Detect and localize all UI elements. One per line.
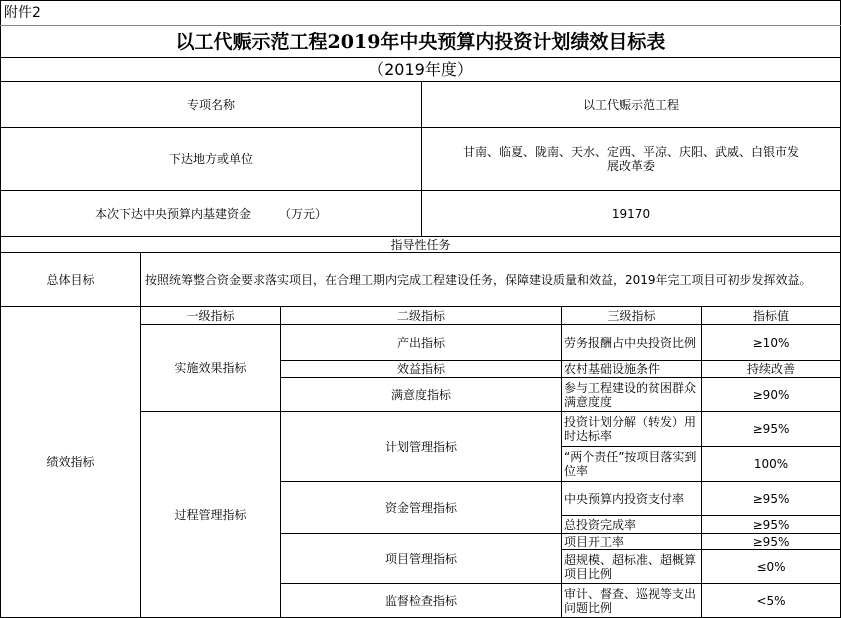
- value-labor-ratio: ≥10%: [752, 335, 790, 350]
- funding-label-cell: [1, 191, 421, 236]
- level3-plan-timeliness: 投资计划分解（转发）用时达标率: [564, 415, 697, 443]
- value-start-rate: ≥95%: [752, 534, 790, 549]
- value-infrastructure: 持续改善: [746, 362, 795, 376]
- value-plan-timeliness: ≥95%: [752, 422, 790, 436]
- level2-planning: 计划管理指标: [384, 439, 457, 454]
- year-subtitle: （2019年度）: [368, 59, 473, 79]
- recipient-label: 下达地方或单位: [168, 152, 253, 166]
- level1-process: 过程管理指标: [174, 507, 247, 522]
- funding-unit: （万元）: [279, 206, 328, 221]
- value-payment-rate: ≥95%: [752, 491, 790, 506]
- attachment-label: 附件2: [4, 5, 41, 21]
- overall-target-label: 总体目标: [46, 272, 95, 287]
- header-value: 指标值: [752, 308, 789, 323]
- level2-benefit: 效益指标: [396, 362, 445, 376]
- project-name-label: 专项名称: [186, 97, 235, 112]
- value-two-responsibilities: 100%: [753, 457, 789, 471]
- level3-completion-rate: 总投资完成率: [564, 517, 637, 532]
- level3-labor-ratio: 劳务报酬占中央投资比例: [564, 335, 697, 350]
- level3-infrastructure: 农村基础设施条件: [564, 362, 661, 376]
- header-level3: 三级指标: [607, 308, 656, 323]
- level1-implementation: 实施效果指标: [174, 361, 247, 375]
- performance-label: 绩效指标: [46, 455, 95, 469]
- value-completion-rate: ≥95%: [752, 517, 790, 532]
- level3-audit-issues: 审计、督查、巡视等支出问题比例: [564, 586, 697, 615]
- project-name-value: 以工代赈示范工程: [582, 97, 679, 112]
- header-level2: 二级指标: [396, 308, 445, 323]
- overall-target-text: 按照统筹整合资金要求落实项目，在合理工期内完成工程建设任务，保障建设质量和效益，2019年完工项目可初步发挥效益。: [145, 272, 812, 287]
- recipient-value: 甘南、临夏、陇南、天水、定西、平凉、庆阳、武威、白银市发展改革委: [462, 145, 799, 173]
- level3-satisfaction: 参与工程建设的贫困群众满意度度: [564, 380, 697, 409]
- level2-supervision: 监督检查指标: [384, 593, 457, 608]
- level3-two-responsibilities: “两个责任”按项目落实到位率: [564, 450, 697, 478]
- funding-value: 19170: [611, 206, 651, 221]
- level2-project: 项目管理指标: [384, 551, 457, 566]
- value-satisfaction: ≥90%: [752, 387, 790, 402]
- value-audit-issues: <5%: [756, 593, 786, 608]
- guidance-heading: 指导性任务: [390, 237, 451, 252]
- value-over-scale: ≤0%: [756, 559, 786, 574]
- level3-start-rate: 项目开工率: [564, 534, 625, 549]
- header-level1: 一级指标: [186, 308, 235, 323]
- level2-funding: 资金管理指标: [384, 500, 457, 515]
- level2-output: 产出指标: [396, 335, 445, 350]
- level3-payment-rate: 中央预算内投资支付率: [564, 491, 685, 506]
- funding-label: 本次下达中央预算内基建资金: [94, 206, 251, 221]
- page-title: 以工代赈示范工程2019年中央预算内投资计划绩效目标表: [175, 30, 666, 53]
- level3-over-scale: 超规模、超标准、超概算项目比例: [564, 552, 697, 581]
- level2-satisfaction: 满意度指标: [390, 387, 451, 402]
